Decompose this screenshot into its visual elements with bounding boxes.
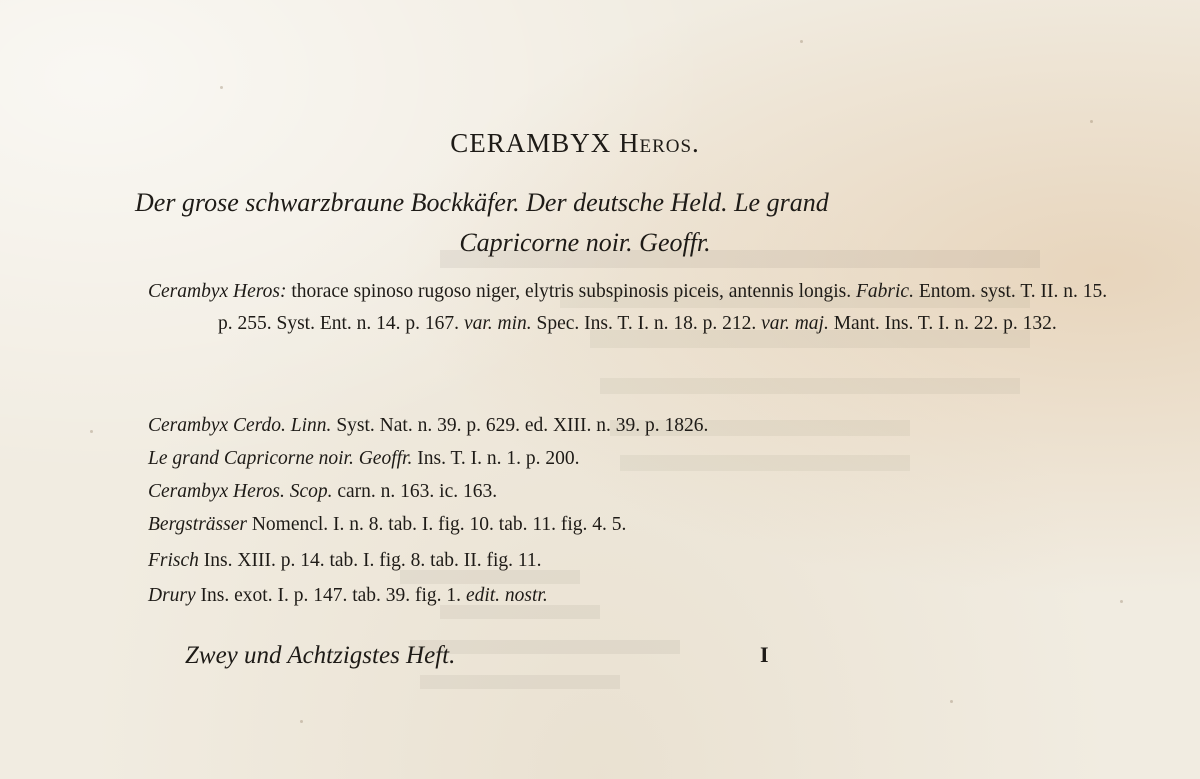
synonym-lead: Bergsträsser (148, 514, 247, 535)
synonymy-entry (148, 276, 1108, 340)
synonym-ref: var. maj. (761, 313, 829, 334)
common-names-line-1: Der grose schwarzbraune Bockkäfer. Der deutsche Held. Le grand (135, 188, 829, 217)
synonym-text: Ins. exot. I. p. 147. tab. 39. fig. 1. (195, 585, 466, 606)
title-genus: CERAMBYX (450, 128, 612, 158)
synonym-text: thorace spinoso rugoso niger, elytris subspinosis piceis, antennis longis. (286, 281, 856, 302)
synonym-lead: Le grand Capricorne noir. Geoffr. (148, 448, 413, 469)
footer-signature-mark: I (760, 642, 769, 667)
synonym-text: Entom. syst. T. II. n. 15. p. 255. Syst. Ent. n. 14. p. 167. (218, 281, 1108, 334)
synonym-lead: Drury (148, 585, 196, 606)
synonym-ref: var. min. (463, 313, 532, 334)
footer-signature-line: Zwey und Achtzigstes Heft. (185, 642, 456, 669)
synonym-ref: edit. nostr. (465, 585, 548, 606)
synonym-text: Spec. Ins. T. I. n. 18. p. 212. (531, 313, 762, 334)
common-names (135, 183, 1035, 263)
synonym-ref: Fabric. (856, 281, 914, 302)
synonym-text: Syst. Nat. n. 39. p. 629. ed. XIII. n. 39. p. 1826. (331, 415, 709, 436)
synonym-lead: Cerambyx Heros. Scop. (148, 481, 333, 502)
synonym-text: Ins. XIII. p. 14. tab. I. fig. 8. tab. II. fig. 11. (198, 550, 542, 571)
synonym-text: Nomencl. I. n. 8. tab. I. fig. 10. tab. 11. fig. 4. 5. (246, 514, 627, 535)
paper-speck (1090, 120, 1093, 123)
synonymy-entry (148, 443, 1038, 475)
synonym-text: carn. n. 163. ic. 163. (332, 481, 498, 502)
synonym-text: Mant. Ins. T. I. n. 22. p. 132. (828, 313, 1057, 334)
synonymy-entry (148, 476, 1038, 508)
title-species: Heros. (618, 128, 700, 158)
paper-speck (220, 86, 223, 89)
synonym-lead: Cerambyx Heros: (148, 281, 287, 302)
bleed-through-line (420, 675, 620, 689)
page-title (0, 128, 1150, 159)
common-names-line-2: Capricorne noir. Geoffr. (459, 228, 711, 257)
paper-speck (300, 720, 303, 723)
synonym-text: Ins. T. I. n. 1. p. 200. (412, 448, 580, 469)
synonymy-entry (148, 410, 1038, 442)
synonym-lead: Frisch (148, 550, 199, 571)
paper-speck (1120, 600, 1123, 603)
bleed-through-line (600, 378, 1020, 394)
paper-speck (950, 700, 953, 703)
paper-speck (90, 430, 93, 433)
paper-speck (800, 40, 803, 43)
synonymy-entry (148, 580, 1038, 612)
synonym-lead: Cerambyx Cerdo. Linn. (148, 415, 332, 436)
synonymy-entry (148, 509, 1038, 541)
synonymy-entry (148, 545, 1038, 577)
